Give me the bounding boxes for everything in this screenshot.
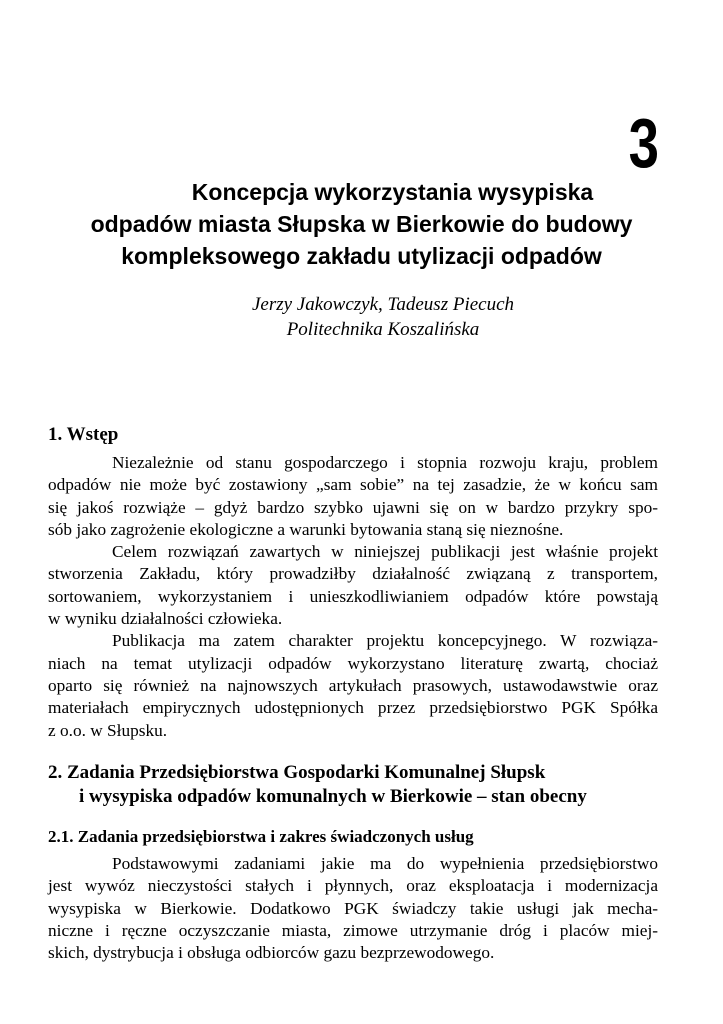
text-line: w wyniku działalności człowieka.: [48, 609, 283, 629]
authors-block: [200, 292, 566, 342]
text-line: wysypiska w Bierkowie. Dodatkowo PGK świadczy takie usługi jak mecha-: [48, 898, 658, 918]
text-line: Celem rozwiązań zawartych w niniejszej publikacji jest właśnie projekt: [112, 542, 658, 562]
text-line: Niezależnie od stanu gospodarczego i stopnia rozwoju kraju, problem: [112, 453, 658, 472]
section-1-body: [48, 452, 658, 742]
section-2-1-body: [48, 853, 658, 964]
text-line: się jakoś rozwiąże – gdyż bardzo szybko ujawni się on w bardzo przykry spo-: [48, 497, 658, 517]
text-line: z o.o. w Słupsku.: [48, 720, 168, 740]
paragraph: [48, 541, 658, 630]
chapter-title: [40, 176, 683, 272]
chapter-title-line: Koncepcja wykorzystania wysypiska: [191, 179, 594, 205]
author-affiliation: Politechnika Koszalińska: [286, 319, 480, 340]
paragraph: [48, 630, 658, 741]
text-line: skich, dystrybucja i obsługa odbiorców gazu bezprzewodowego.: [48, 943, 495, 963]
text-line: sób jako zagrożenie ekologiczne a warunki bytowania staną się nieznośne.: [48, 519, 564, 539]
text-line: jest wywóz nieczystości stałych i płynnych, oraz eksploatacja i modernizacja: [48, 876, 658, 896]
section-2-1-heading: 2.1. Zadania przedsiębiorstwa i zakres świadczonych usług: [48, 827, 474, 846]
author-names: Jerzy Jakowczyk, Tadeusz Piecuch: [251, 294, 515, 315]
chapter-title-line: kompleksowego zakładu utylizacji odpadów: [121, 243, 602, 269]
section-2-heading: [48, 761, 658, 809]
section-2-heading-line: 2. Zadania Przedsiębiorstwa Gospodarki Komunalnej Słupsk: [48, 762, 546, 783]
section-2-heading-line: i wysypiska odpadów komunalnych w Bierkowie – stan obecny: [79, 786, 587, 807]
text-line: Podstawowymi zadaniami jakie ma do wypełnienia przedsiębiorstwo: [112, 854, 658, 873]
text-line: materiałach empirycznych udostępnionych przez przedsiębiorstwo PGK Spółka: [48, 698, 658, 718]
text-line: niach na temat utylizacji odpadów wykorzystano literaturę zwartą, chociaż: [48, 653, 658, 673]
text-line: stworzenia Zakładu, który prowadziłby działalność związaną z transportem,: [48, 564, 658, 584]
paragraph: [48, 853, 658, 964]
text-line: Publikacja ma zatem charakter projektu koncepcyjnego. W rozwiąza-: [112, 631, 658, 651]
chapter-title-line: odpadów miasta Słupska w Bierkowie do budowy: [90, 211, 633, 237]
section-1-heading: 1. Wstęp: [48, 424, 119, 445]
chapter-number: 3: [628, 104, 659, 182]
text-line: niczne i ręczne oczyszczanie miasta, zimowe utrzymanie dróg i placów miej-: [48, 920, 658, 940]
text-line: oparto się również na najnowszych artykułach prasowych, ustawodawstwie oraz: [48, 675, 658, 695]
text-line: odpadów nie może być zostawiony „sam sobie” na tej zasadzie, że w końcu sam: [48, 475, 658, 495]
text-line: sortowaniem, wykorzystaniem i unieszkodliwianiem odpadów które powstają: [48, 586, 658, 606]
paragraph: [48, 452, 658, 541]
